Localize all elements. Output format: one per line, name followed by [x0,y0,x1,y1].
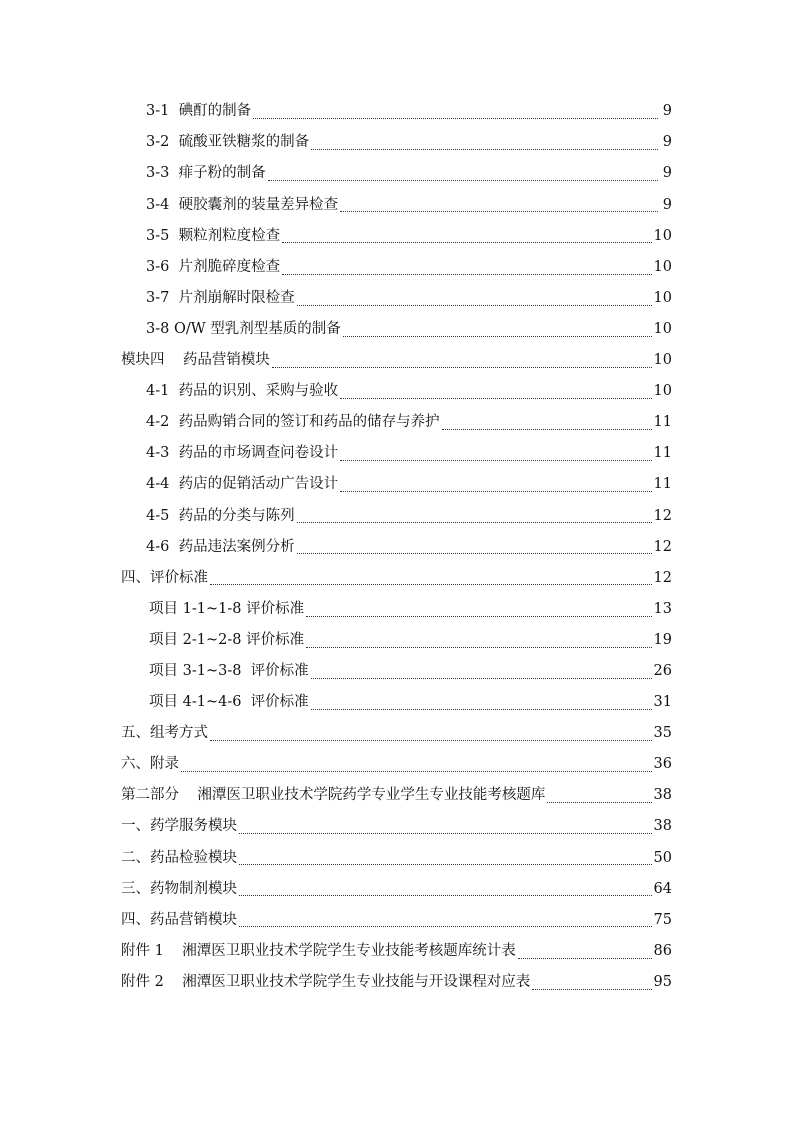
toc-entry[interactable] [0,625,793,656]
toc-entry[interactable] [0,345,793,376]
toc-entry-page-number: 86 [653,942,672,959]
toc-entry-page-number: 64 [653,880,672,897]
toc-entry-title: 4-3 药品的市场调查问卷设计 [146,445,339,462]
dot-leader [306,637,651,648]
dot-leader [297,512,652,523]
toc-entry-page-number: 50 [653,849,672,866]
toc-entry-page-number: 38 [653,787,672,804]
dot-leader [282,232,651,243]
dot-leader [181,761,652,772]
dot-leader [518,948,652,959]
toc-entry-page-number: 36 [653,756,672,773]
toc-entry-page-number: 10 [653,289,672,306]
dot-leader [442,419,652,430]
toc-entry-page-number: 31 [653,694,672,711]
dot-leader [340,450,651,461]
toc-entry-title: 3-8 O/W 型乳剂型基质的制备 [146,320,341,337]
toc-entry-title: 项目 3-1~3-8 评价标准 [149,662,309,679]
toc-entry-title: 3-6 片剂脆碎度检查 [146,258,281,275]
toc-entry[interactable] [0,469,793,500]
toc-entry-title: 3-2 硫酸亚铁糖浆的制备 [146,134,310,151]
toc-entry-page-number: 95 [653,973,672,990]
toc-entry-title: 3-1 碘酊的制备 [146,103,252,120]
toc-entry-title: 项目 1-1~1-8 评价标准 [149,600,305,617]
toc-entry-title: 3-5 颗粒剂粒度检查 [146,227,281,244]
toc-entry[interactable] [0,96,793,127]
toc-entry-title: 附件 2 湘潭医卫职业技术学院学生专业技能与开设课程对应表 [121,973,531,990]
toc-entry[interactable] [0,873,793,904]
toc-entry[interactable] [0,283,793,314]
toc-entry-page-number: 11 [653,476,672,493]
toc-entry[interactable] [0,314,793,345]
toc-entry-page-number: 9 [662,196,672,213]
dot-leader [343,326,652,337]
toc-entry-title: 五、组考方式 [121,725,208,742]
toc-entry-page-number: 10 [653,227,672,244]
dot-leader [311,139,658,150]
dot-leader [239,854,652,865]
toc-entry-page-number: 19 [653,631,672,648]
toc-entry-page-number: 35 [653,725,672,742]
toc-entry[interactable] [0,780,793,811]
toc-entry-page-number: 10 [653,320,672,337]
dot-leader [268,170,658,181]
toc-entry-page-number: 38 [653,818,672,835]
toc-entry[interactable] [0,158,793,189]
toc-entry[interactable] [0,687,793,718]
toc-entry[interactable] [0,531,793,562]
toc-entry-page-number: 12 [653,569,672,586]
toc-entry-page-number: 11 [653,414,672,431]
toc-entry-title: 4-1 药品的识别、采购与验收 [146,383,339,400]
toc-entry[interactable] [0,967,793,998]
toc-entry-title: 项目 4-1~4-6 评价标准 [149,694,309,711]
toc-entry[interactable] [0,904,793,935]
toc-entry[interactable] [0,189,793,220]
toc-entry-page-number: 11 [653,445,672,462]
toc-entry-title: 六、附录 [121,756,179,773]
toc-entry-page-number: 26 [653,662,672,679]
dot-leader [210,574,652,585]
toc-entry-title: 3-3 痱子粉的制备 [146,165,266,182]
toc-entry-page-number: 10 [653,258,672,275]
toc-entry-title: 项目 2-1~2-8 评价标准 [149,631,305,648]
toc-entry-title: 四、药品营销模块 [121,911,237,928]
dot-leader [306,606,651,617]
dot-leader [340,388,651,399]
toc-entry[interactable] [0,562,793,593]
toc-entry-title: 附件 1 湘潭医卫职业技术学院学生专业技能考核题库统计表 [121,942,516,959]
toc-entry-page-number: 9 [662,103,672,120]
dot-leader [239,916,652,927]
toc-entry-title: 一、药学服务模块 [121,818,237,835]
toc-entry-title: 4-6 药品违法案例分析 [146,538,295,555]
toc-entry-page-number: 13 [653,600,672,617]
toc-entry[interactable] [0,407,793,438]
dot-leader [311,668,652,679]
dot-leader [532,979,651,990]
dot-leader [297,543,652,554]
toc-entry-title: 4-4 药店的促销活动广告设计 [146,476,339,493]
toc-entry-page-number: 10 [653,352,672,369]
toc-entry[interactable] [0,842,793,873]
dot-leader [210,730,652,741]
dot-leader [340,201,658,212]
toc-entry[interactable] [0,220,793,251]
toc-entry[interactable] [0,251,793,282]
toc-entry-title: 3-7 片剂崩解时限检查 [146,289,295,306]
toc-entry-page-number: 12 [653,507,672,524]
toc-entry-title: 四、评价标准 [121,569,208,586]
toc-entry-title: 三、药物制剂模块 [121,880,237,897]
toc-entry[interactable] [0,438,793,469]
toc-entry[interactable] [0,811,793,842]
toc-entry[interactable] [0,718,793,749]
toc-entry-page-number: 9 [662,134,672,151]
dot-leader [239,823,652,834]
dot-leader [547,792,651,803]
dot-leader [282,264,651,275]
toc-entry-page-number: 9 [662,165,672,182]
toc-entry-title: 第二部分 湘潭医卫职业技术学院药学专业学生专业技能考核题库 [121,787,546,804]
dot-leader [272,357,652,368]
table-of-contents [0,96,793,998]
toc-entry-title: 3-4 硬胶囊剂的装量差异检查 [146,196,339,213]
dot-leader [311,699,652,710]
toc-entry-page-number: 10 [653,383,672,400]
toc-entry-title: 二、药品检验模块 [121,849,237,866]
dot-leader [340,481,651,492]
dot-leader [297,295,652,306]
toc-entry-title: 4-5 药品的分类与陈列 [146,507,295,524]
toc-entry[interactable] [0,936,793,967]
toc-entry-title: 模块四 药品营销模块 [121,352,270,369]
toc-entry[interactable] [0,500,793,531]
toc-entry[interactable] [0,749,793,780]
toc-entry-page-number: 12 [653,538,672,555]
toc-entry[interactable] [0,594,793,625]
dot-leader [239,885,652,896]
toc-entry[interactable] [0,127,793,158]
toc-entry-page-number: 75 [653,911,672,928]
toc-entry-title: 4-2 药品购销合同的签订和药品的储存与养护 [146,414,440,431]
dot-leader [253,108,658,119]
toc-entry[interactable] [0,656,793,687]
toc-entry[interactable] [0,376,793,407]
